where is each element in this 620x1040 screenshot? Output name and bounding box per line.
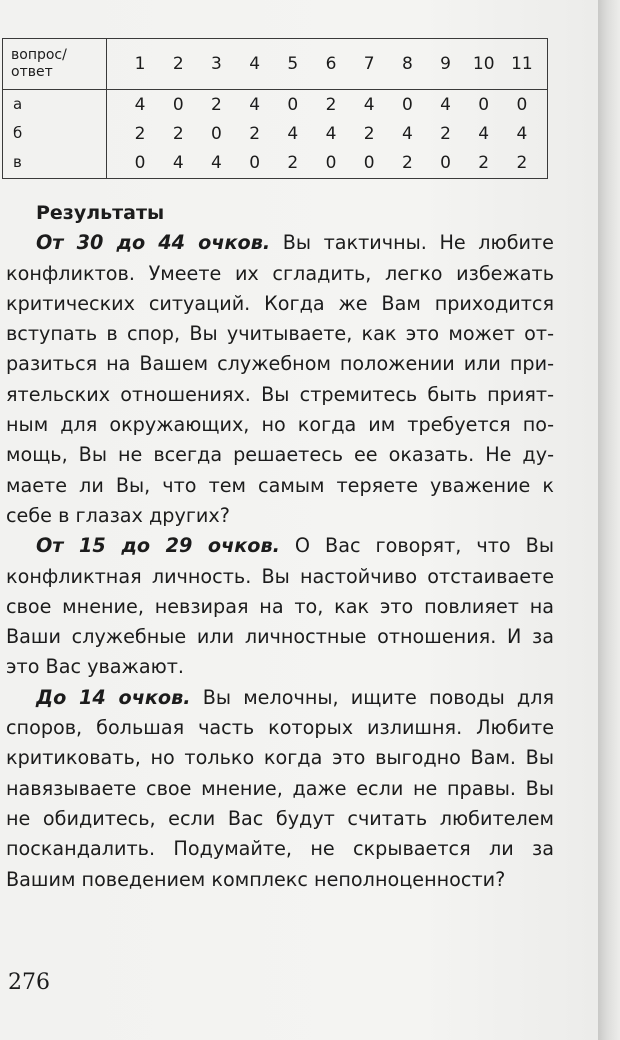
result-range: От 30 до 44 очков. [36,231,271,255]
result-description: О Вас говорят, что Вы конфликтная личность. Вы настойчиво отстаиваете свое мнение, невзирая на то, как это повлияет на Ваши служебные или личностные отношения. И за это Вас уважают. [6,534,554,679]
score-value: 2 [172,123,184,144]
question-number: 9 [440,54,451,74]
result-description: Вы мелочны, ищите поводы для споров, большая часть которых излишня. Любите критиковать, но только когда это выгодно Вам. Вы навязываете свое мнение, даже если не правы. Вы не обидитесь, если Вас будут считать любителем поскандалить. Подумайте, не скрывается ли за Вашим поведением комплекс неполноценности? [6,685,554,891]
score-value: 4 [287,123,299,144]
score-value: 2 [325,94,337,115]
score-value: 4 [478,123,490,144]
score-value: 0 [211,123,222,144]
score-value: 0 [516,94,528,115]
question-number: 7 [363,54,375,74]
header-label-line: ответ [11,64,53,80]
result-paragraph [6,683,554,895]
score-table [2,38,548,179]
result-range: До 14 очков. [36,685,191,709]
score-value: 4 [325,123,337,144]
score-value: 4 [401,123,413,144]
score-value: 4 [172,152,184,173]
score-value: 4 [516,123,528,144]
score-value: 0 [440,152,451,173]
score-value: 0 [134,152,146,173]
question-numbers-cell [107,39,548,90]
score-value: 2 [249,123,261,144]
score-value: 0 [287,94,299,115]
score-value: 4 [363,94,375,115]
score-value: 2 [211,94,222,115]
question-number: 10 [472,54,495,74]
score-value: 4 [249,94,261,115]
question-numbers [107,39,547,89]
answer-label: б [13,124,23,142]
score-value: 2 [134,123,146,144]
score-value: 0 [249,152,261,173]
score-value: 2 [440,123,451,144]
header-label-cell [3,39,107,90]
question-number: 2 [172,54,184,74]
answer-scores-cell [107,90,548,179]
header-label-line: вопрос/ [11,47,67,63]
score-value: 0 [172,94,184,115]
score-value: 2 [401,152,413,173]
score-value: 2 [478,152,490,173]
result-description: Вы тактичны. Не любите конфликтов. Умеете их сгладить, легко избежать критических ситуаций. Когда же Вам приходится вступать в спор, Вы учитываете, как это может отразиться на Вашем служебном положении или приятельских отношениях. Вы стремитесь быть приятным для окружающих, но когда им требуется помощь, Вы не всегда решаетесь ее оказать. Не думаете ли Вы, что тем самым теряете уважение к себе в глазах других? [6,231,554,527]
results-heading: Результаты [36,202,165,224]
score-value: 4 [211,152,222,173]
question-number: 3 [211,54,222,74]
score-value: 4 [134,94,146,115]
score-value: 2 [516,152,528,173]
answer-label: в [13,153,22,171]
table-body-row [3,90,548,179]
result-paragraph [6,228,554,531]
page-number: 276 [8,970,50,995]
question-number: 1 [134,54,146,74]
score-value: 4 [440,94,451,115]
question-number: 6 [325,54,337,74]
question-number: 5 [287,54,299,74]
question-number: 8 [401,54,413,74]
results-text [6,198,554,895]
answer-scores [107,91,547,178]
score-value: 0 [478,94,490,115]
result-range: От 15 до 29 очков. [36,534,280,558]
question-number: 11 [511,54,533,74]
score-value: 2 [287,152,299,173]
answer-label: а [13,95,23,113]
table-header-row [3,39,548,90]
result-paragraph [6,531,554,682]
score-value: 0 [363,152,375,173]
score-value: 0 [325,152,337,173]
answer-labels-cell [3,90,107,179]
score-value: 2 [363,123,375,144]
score-value: 0 [401,94,413,115]
page-edge-shadow [598,0,620,1040]
question-number: 4 [249,54,261,74]
